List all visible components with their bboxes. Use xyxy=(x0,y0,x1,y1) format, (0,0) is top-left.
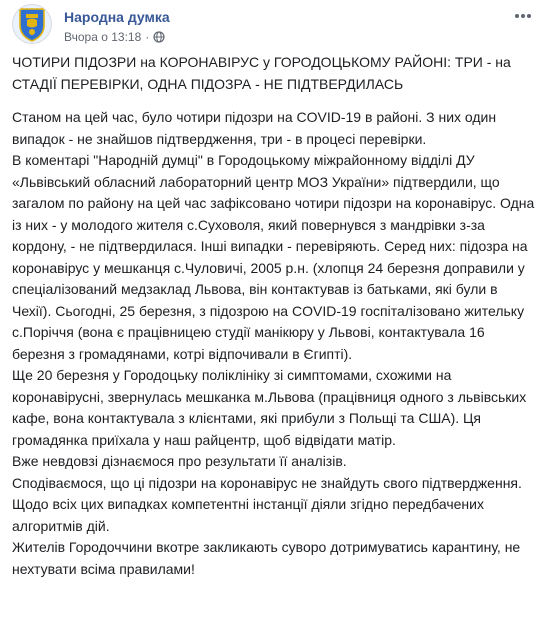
meta-separator: · xyxy=(145,30,150,44)
post-paragraph: Вже невдовзі дізнаємося про результати її аналізів. xyxy=(12,453,347,469)
more-options-button[interactable] xyxy=(511,8,535,24)
post-paragraph: Станом на цей час, було чотири підозри на COVID-19 в районі. З них один випадок - не знайшов підтвердження, три - в процесі перевірки. xyxy=(12,109,497,147)
post-paragraph: В коментарі "Народній думці" в Городоцькому міжрайонному відділі ДУ «Львівський обласний лабораторний центр МОЗ України» підтвердили, що загалом по району на цей час зафіксовано чотири підозри на коронавірус. Одна із них - у молодого жителя с.Суховоля, який повернувся з мандрівки з-за кордону, - не підтвердилася. Інші випадки - перевіряють. Серед них: підозра на коронавірус у мешканця с.Чуловичі, 2005 р.н. (хлопця 24 березня доправили у спеціалізований медзаклад Львова, він контактував із батьками, які були в Чехії). Сьогодні, 25 березня, з підозрою на COVID-19 госпіталізовано жительку с.Поріччя (вона є працівницею студії манікюру у Львові, контактувала 16 березня з громадянами, котрі відпочивали в Єгипті). xyxy=(12,152,535,362)
post-body xyxy=(12,52,540,580)
post-paragraph: Сподіваємося, що ці підозри на коронавірус не знайдуть свого підтвердження. xyxy=(12,474,522,491)
post-paragraph: Ще 20 березня у Городоцьку поліклініку зі симптомами, схожими на коронавірусні, звернулась мешканка м.Львова (працівниця одного з львівських кафе, вона контактувала з клієнтами, які прибули з Польщі та США). Ця громадянка приїхала у наш райцентр, щоб відвідати матір. xyxy=(12,367,527,448)
page-avatar[interactable] xyxy=(12,4,52,44)
post-timestamp[interactable]: Вчора о 13:18 xyxy=(64,30,142,44)
post-paragraph: Щодо всіх цих випадках компетентні інстанції діяли згідно передбачених алгоритмів дій. xyxy=(12,496,484,534)
post-meta xyxy=(64,30,165,44)
post-header xyxy=(12,4,537,54)
post-paragraph: Жителів Городоччини вкотре закликають суворо дотримуватись карантину, не нехтувати всіма правилами! xyxy=(12,539,521,577)
page-name-link[interactable]: Народна думка xyxy=(64,9,170,25)
globe-icon[interactable] xyxy=(153,31,165,43)
post-headline: ЧОТИРИ ПІДОЗРИ на КОРОНАВІРУС у ГОРОДОЦЬКОМУ РАЙОНІ: ТРИ - на СТАДІЇ ПЕРЕВІРКИ, ОДНА ПІДОЗРА - НЕ ПІДТВЕРДИЛАСЬ xyxy=(12,54,511,92)
coat-of-arms-logo xyxy=(15,5,49,43)
more-options-icon xyxy=(514,13,532,19)
